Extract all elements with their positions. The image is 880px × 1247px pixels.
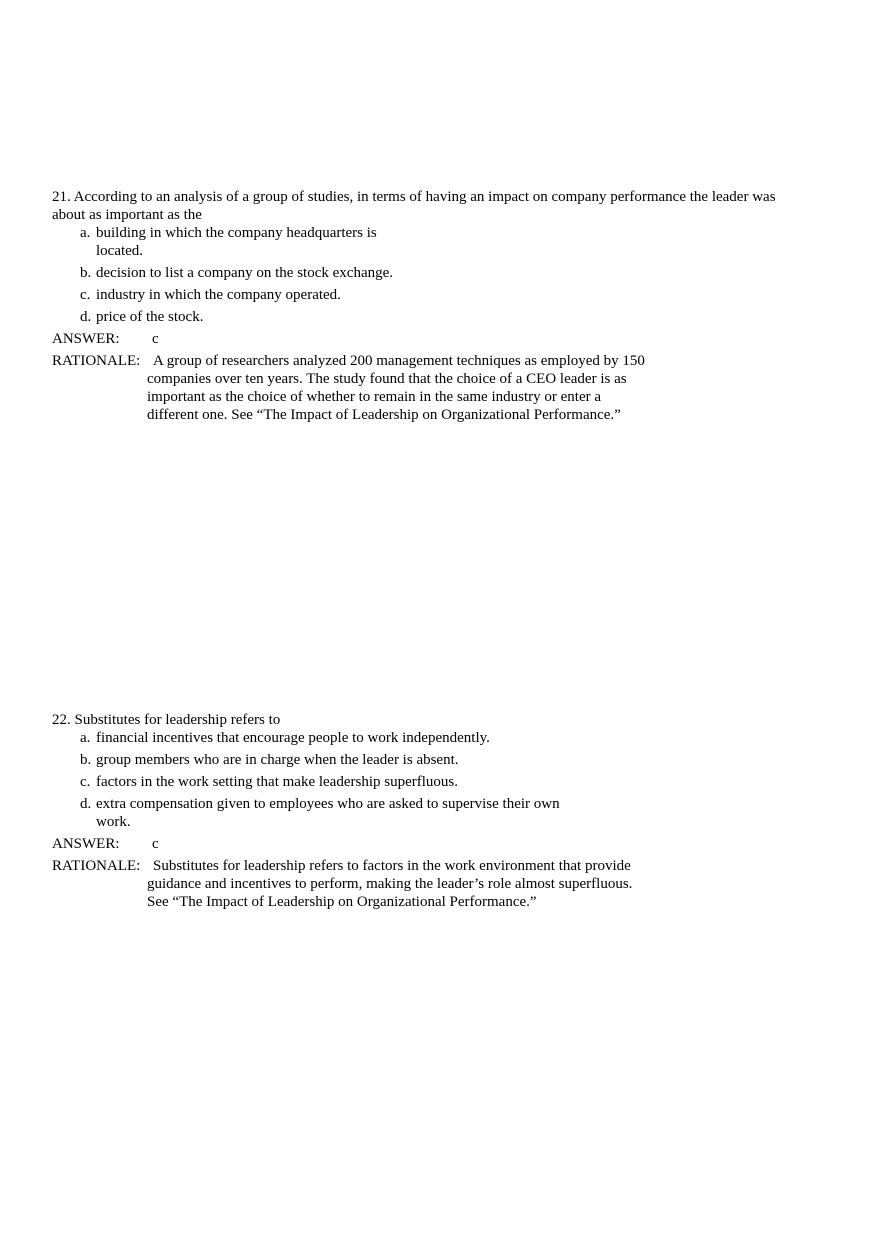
option-text: group members who are in charge when the leader is absent. [96,752,459,768]
option-b [52,751,832,769]
option-letter: d. [80,309,92,325]
answer-label: ANSWER: [52,836,120,852]
rationale-line: A group of researchers analyzed 200 management techniques as employed by 150 [153,353,645,369]
rationale-row [52,352,832,424]
answer-row [52,330,832,348]
option-line: building in which the company headquarters is [96,225,377,241]
rationale-line: guidance and incentives to perform, making the leader’s role almost superfluous. [147,876,633,892]
option-text [96,224,832,260]
option-a [52,729,832,747]
rationale-line: companies over ten years. The study found that the choice of a CEO leader is as [147,371,627,387]
option-c [52,773,832,791]
option-letter: b. [80,752,92,768]
stem-line: about as important as the [52,207,202,223]
question-21 [52,188,832,424]
stem-line: 21. According to an analysis of a group of studies, in terms of having an impact on company performance the leader was [52,189,776,205]
answer-options [52,729,832,831]
option-letter: c. [80,774,91,790]
rationale-text [52,352,832,424]
option-d [52,308,832,326]
rationale-row [52,857,832,911]
option-d [52,795,832,831]
answer-options [52,224,832,326]
option-letter: b. [80,265,92,281]
option-a [52,224,832,260]
option-letter: d. [80,796,92,812]
option-letter: a. [80,730,91,746]
option-text [96,795,832,831]
option-text: decision to list a company on the stock exchange. [96,265,394,281]
option-text: industry in which the company operated. [96,287,341,303]
rationale-label: RATIONALE: [52,353,141,369]
option-line: extra compensation given to employees who are asked to supervise their own [96,796,560,812]
rationale-line: different one. See “The Impact of Leadership on Organizational Performance.” [147,407,621,423]
rationale-line: See “The Impact of Leadership on Organizational Performance.” [147,894,537,910]
option-text: price of the stock. [96,309,204,325]
option-line: work. [96,814,131,830]
rationale-line: important as the choice of whether to remain in the same industry or enter a [147,389,602,405]
option-text: factors in the work setting that make leadership superfluous. [96,774,458,790]
answer-row [52,835,832,853]
question-stem [52,188,832,224]
rationale-text [52,857,832,911]
rationale-line: Substitutes for leadership refers to factors in the work environment that provide [153,858,631,874]
option-letter: a. [80,225,91,241]
answer-label: ANSWER: [52,331,120,347]
stem-line: 22. Substitutes for leadership refers to [52,712,281,728]
answer-value: c [152,331,159,347]
option-text: financial incentives that encourage people to work independently. [96,730,490,746]
question-22 [52,711,832,911]
option-line: located. [96,243,144,259]
option-letter: c. [80,287,91,303]
option-c [52,286,832,304]
answer-value: c [152,836,159,852]
question-stem [52,711,832,729]
rationale-label: RATIONALE: [52,858,141,874]
option-b [52,264,832,282]
